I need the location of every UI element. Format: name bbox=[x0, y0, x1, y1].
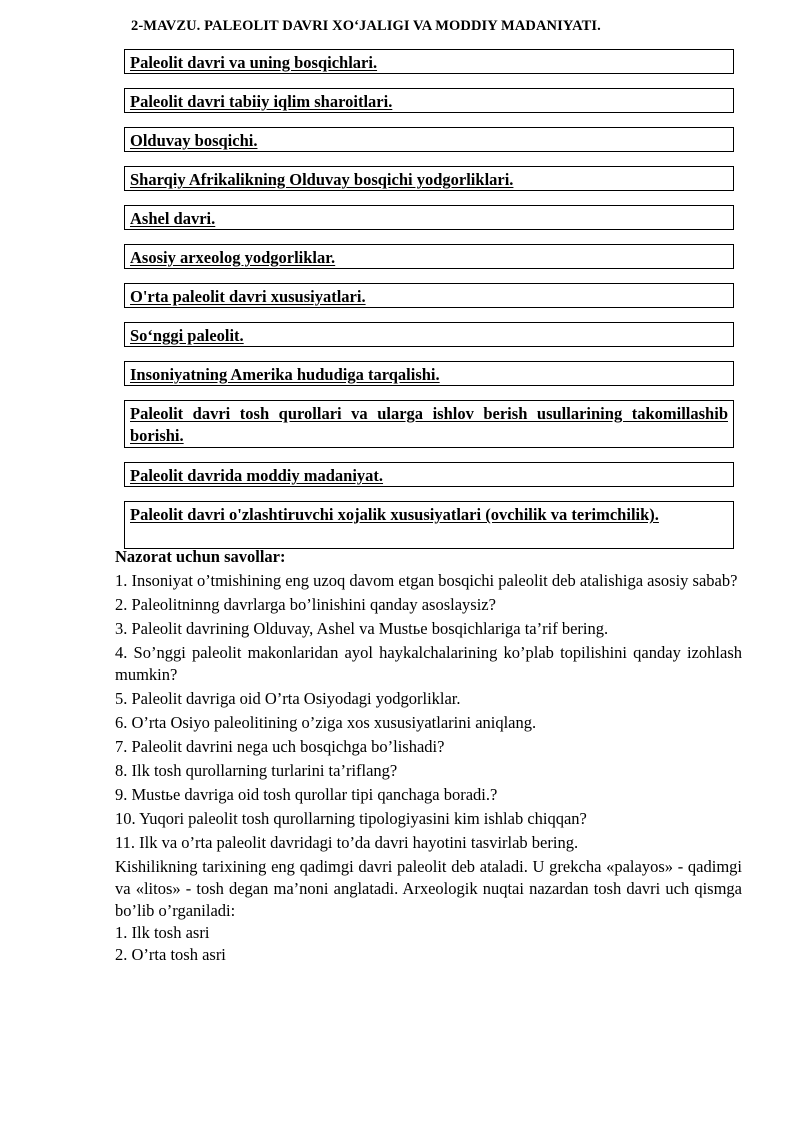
question-item: 1. Insoniyat o’tmishining eng uzoq davom etgan bosqichi paleolit deb atalishiga asosiy sabab? bbox=[115, 571, 738, 590]
question-item: 5. Paleolit davriga oid O’rta Osiyodagi yodgorliklar. bbox=[115, 689, 461, 708]
document-title: 2-MAVZU. PALEOLIT DAVRI XO‘JALIGI VA MODDIY MADANIYATI. bbox=[131, 18, 601, 34]
topic-list bbox=[124, 49, 734, 563]
topic-item: Ashel davri. bbox=[124, 205, 734, 230]
question-item: 11. Ilk va o’rta paleolit davridagi to’da davri hayotini tasvirlab bering. bbox=[115, 833, 579, 852]
control-questions-section bbox=[115, 546, 742, 966]
topic-item: Sharqiy Afrikalikning Olduvay bosqichi yodgorliklari. bbox=[124, 166, 734, 191]
question-item: 10. Yuqori paleolit tosh qurollarning tipologiyasini kim ishlab chiqqan? bbox=[115, 809, 587, 828]
topic-item: Paleolit davri tosh qurollari va ularga ishlov berish usullarining takomillashib borishi. bbox=[124, 400, 734, 448]
topic-item: So‘nggi paleolit. bbox=[124, 322, 734, 347]
question-item: 4. So’nggi paleolit makonlaridan ayol haykalchalarining ko’plab topilishini qanday izohlash mumkin? bbox=[115, 643, 742, 684]
topic-item: Paleolit davri tabiiy iqlim sharoitlari. bbox=[124, 88, 734, 113]
question-item: 2. Paleolitninng davrlarga bo’linishini qanday asoslaysiz? bbox=[115, 595, 496, 614]
intro-paragraph: Kishilikning tarixining eng qadimgi davri paleolit deb ataladi. U grekcha «palayos» - qadimgi va «litos» - tosh degan ma’noni anglatadi. Arxeologik nuqtai nazardan tosh davri uch qismga bo’lib o’rganiladi: bbox=[115, 857, 742, 920]
question-item: 9. Mustье davriga oid tosh qurollar tipi qanchaga boradi.? bbox=[115, 785, 498, 804]
period-list-item: 1. Ilk tosh asri bbox=[115, 923, 210, 942]
topic-item: Paleolit davri va uning bosqichlari. bbox=[124, 49, 734, 74]
question-item: 7. Paleolit davrini nega uch bosqichga bo’lishadi? bbox=[115, 737, 445, 756]
question-item: 8. Ilk tosh qurollarning turlarini ta’riflang? bbox=[115, 761, 398, 780]
question-item: 3. Paleolit davrining Olduvay, Ashel va Mustье bosqichlariga ta’rif bering. bbox=[115, 619, 609, 638]
topic-item: Olduvay bosqichi. bbox=[124, 127, 734, 152]
topic-item: Paleolit davri o'zlashtiruvchi xojalik xususiyatlari (ovchilik va terimchilik). bbox=[124, 501, 734, 549]
questions-heading: Nazorat uchun savollar: bbox=[115, 547, 286, 566]
period-list-item: 2. O’rta tosh asri bbox=[115, 945, 226, 964]
question-item: 6. O’rta Osiyo paleolitining o’ziga xos xususiyatlarini aniqlang. bbox=[115, 713, 537, 732]
topic-item: Insoniyatning Amerika hududiga tarqalishi. bbox=[124, 361, 734, 386]
topic-item: Paleolit davrida moddiy madaniyat. bbox=[124, 462, 734, 487]
topic-item: Asosiy arxeolog yodgorliklar. bbox=[124, 244, 734, 269]
topic-item: O'rta paleolit davri xususiyatlari. bbox=[124, 283, 734, 308]
